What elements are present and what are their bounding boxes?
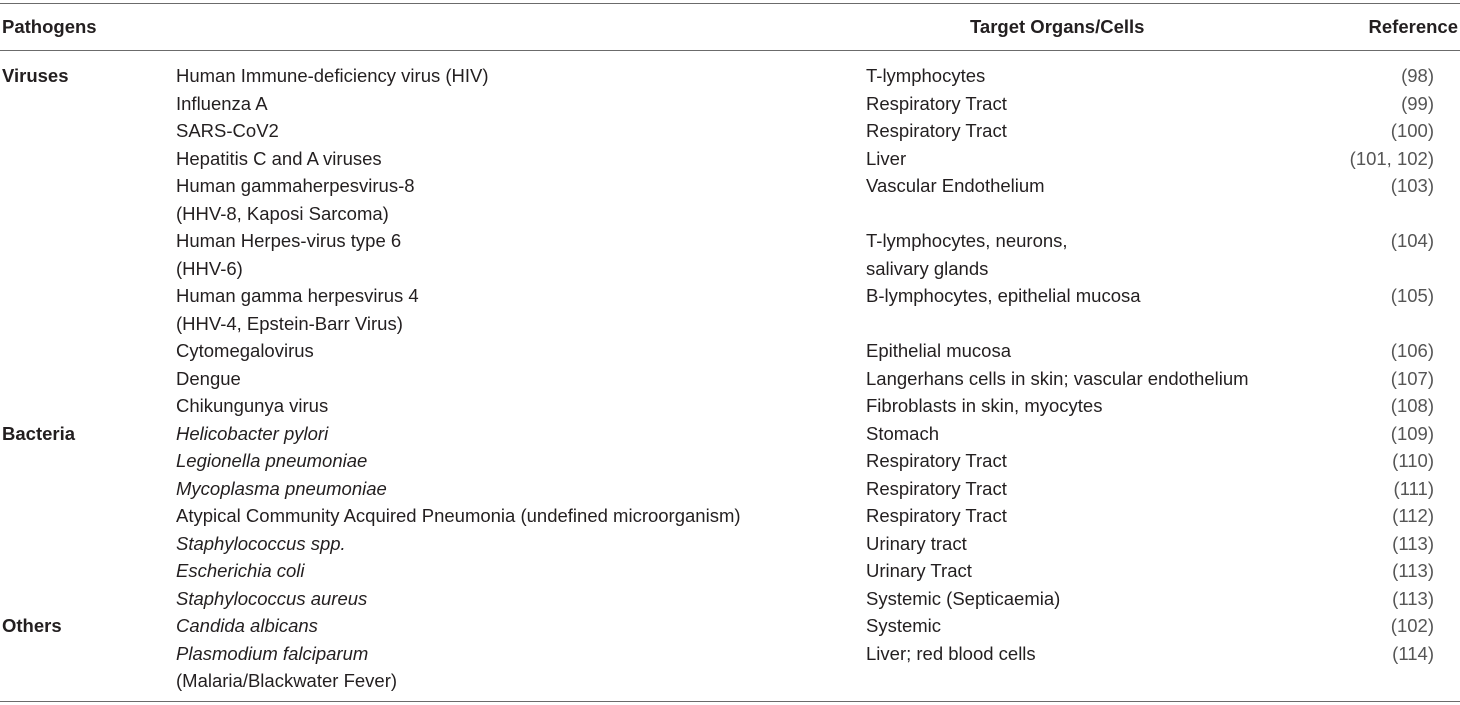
table-row xyxy=(0,530,1460,558)
pathogen-name: Legionella pneumoniae xyxy=(176,450,368,471)
pathogen-name: Influenza A xyxy=(176,92,268,114)
table-row xyxy=(0,227,1460,282)
pathogen-cell xyxy=(176,282,419,337)
target-organ: Urinary tract xyxy=(866,532,967,554)
table-row xyxy=(0,557,1460,585)
table-top-rule xyxy=(0,3,1460,4)
target-organ: Epithelial mucosa xyxy=(866,340,1011,361)
target-organ: Systemic (Septicaemia) xyxy=(866,587,1061,609)
reference-link[interactable]: (102) xyxy=(1390,615,1434,636)
pathogen-cell xyxy=(176,365,241,393)
table-row xyxy=(0,145,1460,173)
pathogen-cell xyxy=(176,337,314,365)
reference-link[interactable]: (105) xyxy=(1390,285,1434,306)
target-cell xyxy=(866,337,1011,365)
target-organ: Respiratory Tract xyxy=(866,477,1007,499)
pathogen-name: Staphylococcus spp. xyxy=(176,532,346,554)
target-organ: T-lymphocytes xyxy=(866,65,986,86)
pathogen-cell xyxy=(176,392,328,420)
target-cell xyxy=(866,557,972,585)
target-cell xyxy=(866,447,1007,475)
pathogen-name: Cytomegalovirus xyxy=(176,340,314,361)
reference-link[interactable]: (113) xyxy=(1392,532,1434,554)
target-cell xyxy=(866,172,1045,200)
target-cell xyxy=(866,585,1060,613)
pathogen-cell xyxy=(176,612,318,640)
category-label: Viruses xyxy=(2,65,69,86)
reference-link[interactable]: (101, 102) xyxy=(1349,147,1434,169)
pathogen-name: Helicobacter pylori xyxy=(176,422,329,444)
table-row xyxy=(0,612,1460,640)
table-row xyxy=(0,502,1460,530)
pathogen-name: Dengue xyxy=(176,367,241,389)
pathogen-name: Chikungunya virus xyxy=(176,395,329,416)
pathogen-cell xyxy=(176,172,415,227)
pathogen-name: Staphylococcus aureus xyxy=(176,587,368,609)
table-row xyxy=(0,475,1460,503)
column-header-target-organs: Target Organs/Cells xyxy=(970,16,1145,37)
pathogen-cell xyxy=(176,557,305,585)
table-row xyxy=(0,640,1460,695)
target-cell xyxy=(866,612,941,640)
column-header-pathogens: Pathogens xyxy=(2,16,97,37)
target-organ: Liver xyxy=(866,147,907,169)
reference-link[interactable]: (114) xyxy=(1392,642,1434,664)
pathogen-cell xyxy=(176,447,367,475)
table-body xyxy=(0,62,1460,695)
target-organ: Fibroblasts in skin, myocytes xyxy=(866,395,1103,416)
pathogen-name: Atypical Community Acquired Pneumonia (undefined microorganism) xyxy=(176,505,741,526)
pathogen-cell xyxy=(176,62,489,90)
pathogen-name: Human gammaherpesvirus-8 xyxy=(176,175,415,196)
pathogen-name: Candida albicans xyxy=(176,615,318,636)
target-organ: Liver; red blood cells xyxy=(866,642,1036,664)
column-header-reference: Reference xyxy=(1368,16,1458,37)
reference-link[interactable]: (113) xyxy=(1392,587,1434,609)
table-row xyxy=(0,420,1460,448)
pathogen-name: Escherichia coli xyxy=(176,560,305,581)
pathogen-name: Hepatitis C and A viruses xyxy=(176,147,382,169)
table-row xyxy=(0,585,1460,613)
pathogen-cell xyxy=(176,420,328,448)
pathogen-cell xyxy=(176,475,387,503)
pathogen-cell xyxy=(176,585,367,613)
pathogen-name: Human Herpes-virus type 6 xyxy=(176,230,402,251)
target-organ: Urinary Tract xyxy=(866,560,972,581)
reference-link[interactable]: (98) xyxy=(1401,65,1434,86)
target-organ: Langerhans cells in skin; vascular endothelium xyxy=(866,367,1249,389)
target-cell xyxy=(866,145,906,173)
reference-link[interactable]: (107) xyxy=(1390,367,1434,389)
pathogen-name: (HHV-6) xyxy=(176,257,243,279)
target-organ: Respiratory Tract xyxy=(866,450,1007,471)
table-row xyxy=(0,365,1460,393)
table-header-rule xyxy=(0,50,1460,51)
target-cell xyxy=(866,227,1068,282)
target-organ: Respiratory Tract xyxy=(866,92,1007,114)
pathogen-cell xyxy=(176,227,401,282)
target-organ: Vascular Endothelium xyxy=(866,175,1045,196)
pathogen-name: Plasmodium falciparum xyxy=(176,642,369,664)
pathogen-name: Human Immune-deficiency virus (HIV) xyxy=(176,65,489,86)
pathogen-name: (HHV-8, Kaposi Sarcoma) xyxy=(176,202,389,224)
target-cell xyxy=(866,392,1102,420)
reference-link[interactable]: (108) xyxy=(1390,395,1434,416)
table-row xyxy=(0,282,1460,337)
pathogen-name: Human gamma herpesvirus 4 xyxy=(176,285,419,306)
reference-link[interactable]: (100) xyxy=(1390,120,1434,141)
target-organ: B-lymphocytes, epithelial mucosa xyxy=(866,285,1141,306)
pathogen-name: Mycoplasma pneumoniae xyxy=(176,477,387,499)
target-cell xyxy=(866,475,1007,503)
target-organ: Respiratory Tract xyxy=(866,120,1007,141)
target-cell xyxy=(866,640,1036,668)
target-cell xyxy=(866,117,1007,145)
pathogen-name: (Malaria/Blackwater Fever) xyxy=(176,670,398,691)
reference-link[interactable]: (104) xyxy=(1390,230,1434,251)
table-row xyxy=(0,447,1460,475)
pathogen-name: SARS-CoV2 xyxy=(176,120,279,141)
target-cell xyxy=(866,502,1007,530)
table-row xyxy=(0,337,1460,365)
reference-link[interactable]: (103) xyxy=(1390,175,1434,196)
target-organ: salivary glands xyxy=(866,257,989,279)
target-organ: T-lymphocytes, neurons, xyxy=(866,230,1068,251)
pathogen-cell xyxy=(176,502,741,530)
pathogen-cell xyxy=(176,530,346,558)
target-cell xyxy=(866,420,939,448)
table-row xyxy=(0,117,1460,145)
reference-link[interactable]: (110) xyxy=(1392,450,1434,471)
target-cell xyxy=(866,282,1141,310)
target-organ: Respiratory Tract xyxy=(866,505,1007,526)
table-row xyxy=(0,90,1460,118)
pathogen-cell xyxy=(176,90,268,118)
target-organ: Systemic xyxy=(866,615,942,636)
target-cell xyxy=(866,62,985,90)
pathogen-name: (HHV-4, Epstein-Barr Virus) xyxy=(176,312,403,334)
reference-link[interactable]: (99) xyxy=(1401,92,1434,114)
pathogen-cell xyxy=(176,145,382,173)
category-label: Others xyxy=(2,615,62,636)
pathogen-cell xyxy=(176,117,279,145)
reference-link[interactable]: (111) xyxy=(1393,477,1434,499)
pathogen-cell xyxy=(176,640,397,695)
table-row xyxy=(0,392,1460,420)
target-cell xyxy=(866,90,1007,118)
target-organ: Stomach xyxy=(866,422,940,444)
reference-link[interactable]: (112) xyxy=(1392,505,1434,526)
reference-link[interactable]: (106) xyxy=(1390,340,1434,361)
target-cell xyxy=(866,530,967,558)
table-row xyxy=(0,62,1460,90)
table-row xyxy=(0,172,1460,227)
table-bottom-rule xyxy=(0,701,1460,702)
category-label: Bacteria xyxy=(2,422,76,444)
reference-link[interactable]: (113) xyxy=(1392,560,1434,581)
reference-link[interactable]: (109) xyxy=(1390,422,1434,444)
target-cell xyxy=(866,365,1249,393)
